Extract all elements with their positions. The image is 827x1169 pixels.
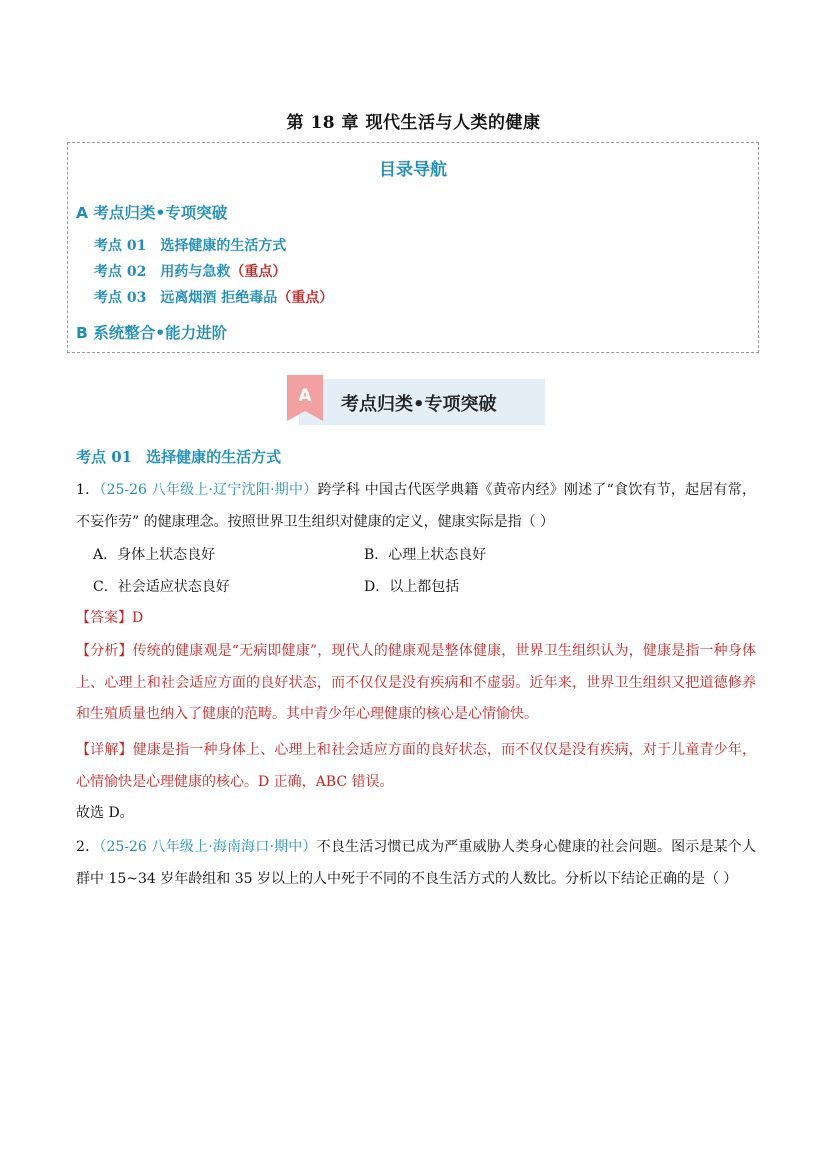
analysis-label: 【分析】	[76, 643, 133, 659]
question-source: （25-26 八年级上·辽宁沈阳·期中）	[99, 482, 318, 498]
question-source: （25-26 八年级上·海南海口·期中）	[99, 839, 317, 855]
option-b[interactable]: B．心理上状态良好	[364, 547, 487, 563]
detail	[76, 735, 756, 798]
toc-item-key: （重点）	[230, 264, 287, 280]
toc-item-text: 选择健康的生活方式	[160, 238, 287, 254]
option-d[interactable]: D．以上都包括	[364, 579, 460, 595]
question-text: 跨学科 中国古代医学典籍《黄帝内经》刚述了“食饮有节，起居有常，不妄作劳” 的健康理念。按照世界卫生组织对健康的定义，健康实际是指（ ）	[76, 482, 756, 530]
question-1-stem	[76, 475, 756, 538]
kp-num: 考点 01	[76, 448, 133, 466]
question-number: 2．	[76, 839, 100, 855]
detail-text: 健康是指一种身体上、心理上和社会适应方面的良好状态，而不仅仅是没有疾病，对于儿童青少年，心情愉快是心理健康的核心。D 正确，ABC 错误。	[76, 742, 757, 790]
question-text: 不良生活习惯已成为严重威胁人类身心健康的社会问题。图示是某个人群中 15~34 岁年龄组和 35 岁以上的人中死于不同的不良生活方式的人数比。分析以下结论正确的是（ ）	[76, 839, 756, 887]
toc-item-text: 用药与急救	[160, 264, 231, 280]
section-banner	[285, 375, 545, 427]
page-title: 第 18 章 现代生活与人类的健康	[286, 113, 541, 133]
question-2-stem	[76, 832, 756, 895]
toc-item-text: 远离烟酒 拒绝毒品	[160, 290, 278, 306]
toc-heading: 目录导航	[379, 160, 447, 180]
toc-item-01[interactable]	[94, 235, 286, 255]
question-number: 1．	[76, 482, 100, 498]
analysis-text: 传统的健康观是“无病即健康”，现代人的健康观是整体健康，世界卫生组织认为，健康是指一种身体上、心理上和社会适应方面的良好状态，而不仅仅是没有疾病和不虚弱。近年来，世界卫生组织又把道德修养和生殖质量也纳入了健康的范畴。其中青少年心理健康的核心是心情愉快。	[76, 643, 756, 722]
toc-item-num: 考点 02	[94, 264, 147, 280]
banner-title: 考点归类•专项突破	[341, 394, 497, 415]
answer-value: D	[132, 610, 144, 626]
option-c[interactable]: C．社会适应状态良好	[93, 579, 230, 595]
kp-text: 选择健康的生活方式	[146, 448, 282, 466]
section-title-kp01	[76, 446, 281, 467]
option-a[interactable]: A．身体上状态良好	[93, 547, 216, 563]
toc-item-key: （重点）	[277, 290, 334, 306]
toc-item-02[interactable]	[94, 261, 286, 281]
bookmark-icon	[285, 375, 325, 425]
answer	[76, 603, 756, 635]
toc-item-num: 考点 01	[94, 238, 147, 254]
table-of-contents	[67, 142, 759, 353]
analysis	[76, 636, 756, 731]
detail-label: 【详解】	[76, 742, 133, 758]
toc-item-03[interactable]	[94, 287, 333, 307]
answer-label: 【答案】	[76, 610, 132, 626]
toc-section-b[interactable]: B 系统整合•能力进阶	[76, 324, 228, 342]
conclusion: 故选 D。	[76, 805, 134, 821]
banner-letter: A	[298, 386, 312, 406]
toc-section-a[interactable]: A 考点归类•专项突破	[76, 204, 228, 222]
toc-item-num: 考点 03	[94, 290, 147, 306]
